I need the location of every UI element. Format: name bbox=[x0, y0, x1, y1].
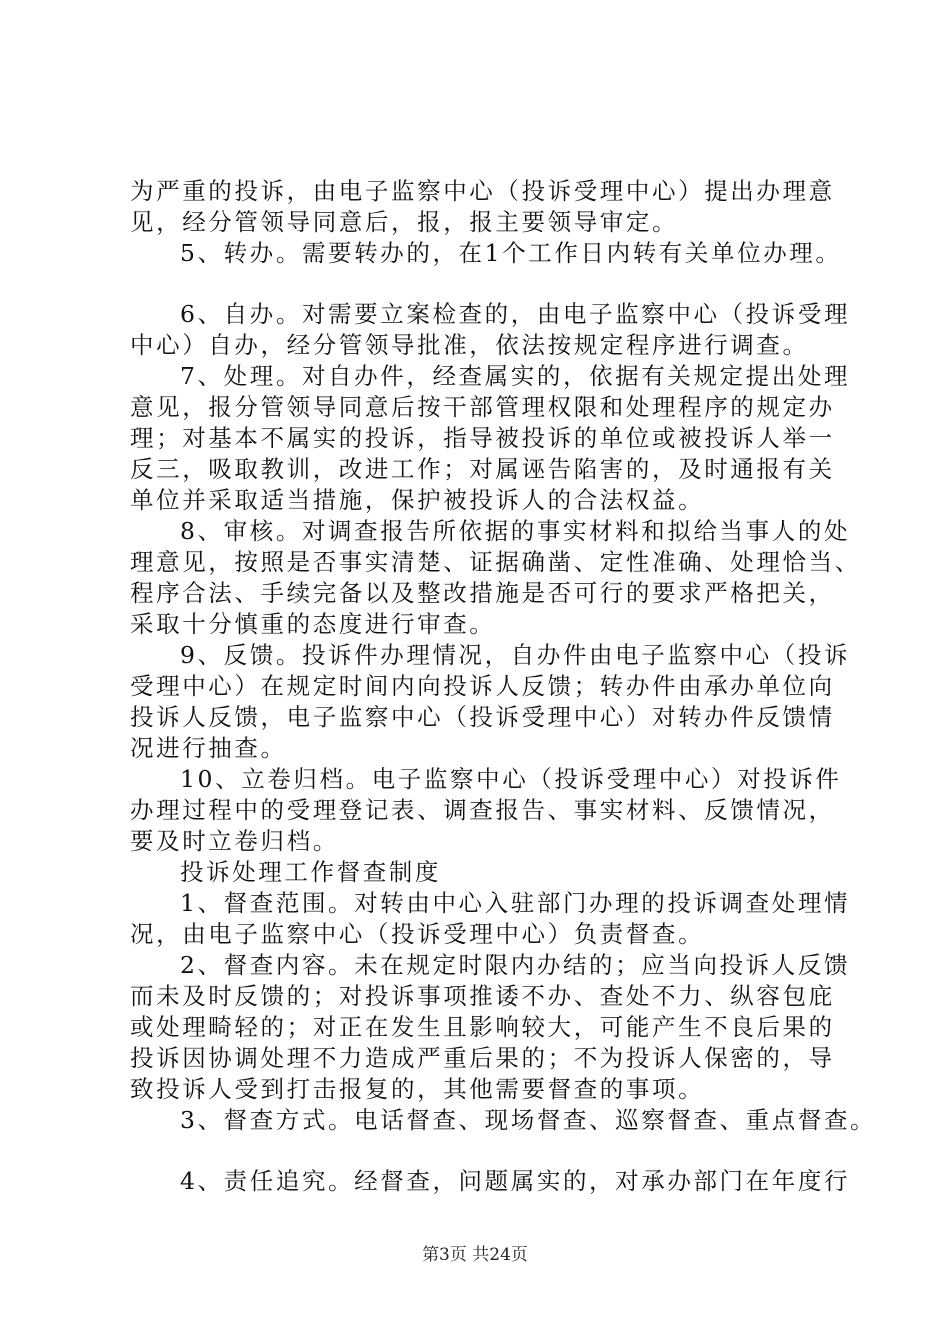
text-line: 8、审核。对调查报告所依据的事实材料和拟给当事人的处 bbox=[180, 517, 851, 545]
text-line: 而未及时反馈的；对投诉事项推诿不办、查处不力、纵容包庇 bbox=[130, 982, 835, 1010]
text-line: 理；对基本不属实的投诉，指导被投诉的单位或被投诉人举一 bbox=[130, 424, 835, 452]
document-body bbox=[130, 176, 877, 1197]
text-line: 中心）自办，经分管领导批准，依法按规定程序进行调查。 bbox=[130, 331, 809, 359]
text-line: 反三，吸取教训，改进工作；对属诬告陷害的，及时通报有关 bbox=[130, 455, 835, 483]
section-heading: 投诉处理工作督查制度 bbox=[180, 858, 441, 886]
text-line: 办理过程中的受理登记表、调查报告、事实材料、反馈情况， bbox=[130, 796, 835, 824]
text-line: 投诉因协调处理不力造成严重后果的；不为投诉人保密的，导 bbox=[130, 1044, 835, 1072]
text-line: 意见，报分管领导同意后按干部管理权限和处理程序的规定办 bbox=[130, 393, 835, 421]
text-line: 9、反馈。投诉件办理情况，自办件由电子监察中心（投诉 bbox=[180, 641, 851, 669]
text-line: 投诉人反馈，电子监察中心（投诉受理中心）对转办件反馈情 bbox=[130, 703, 835, 731]
text-line: 况进行抽查。 bbox=[130, 734, 287, 762]
text-line: 致投诉人受到打击报复的，其他需要督查的事项。 bbox=[130, 1075, 705, 1103]
paragraph-gap bbox=[130, 1136, 835, 1166]
paragraph-gap bbox=[130, 269, 835, 299]
text-line: 采取十分慎重的态度进行审查。 bbox=[130, 610, 496, 638]
text-line: 见，经分管领导同意后，报，报主要领导审定。 bbox=[130, 208, 679, 236]
text-line: 2、督查内容。未在规定时限内办结的；应当向投诉人反馈 bbox=[180, 951, 851, 979]
text-line: 5、转办。需要转办的，在1个工作日内转有关单位办理。 bbox=[180, 239, 842, 267]
text-line: 7、处理。对自办件，经查属实的，依据有关规定提出处理 bbox=[180, 362, 851, 390]
text-line: 单位并采取适当措施，保护被投诉人的合法权益。 bbox=[130, 486, 705, 514]
text-line: 或处理畸轻的；对正在发生且影响较大，可能产生不良后果的 bbox=[130, 1013, 835, 1041]
text-line: 况，由电子监察中心（投诉受理中心）负责督查。 bbox=[130, 920, 705, 948]
text-line: 要及时立卷归档。 bbox=[130, 827, 339, 855]
page-footer: 第3页 共24页 bbox=[422, 1245, 528, 1265]
text-line: 10、立卷归档。电子监察中心（投诉受理中心）对投诉件 bbox=[180, 765, 842, 793]
text-line: 4、责任追究。经督查，问题属实的，对承办部门在年度行 bbox=[180, 1167, 851, 1195]
text-line: 为严重的投诉，由电子监察中心（投诉受理中心）提出办理意 bbox=[130, 177, 835, 205]
text-line: 程序合法、手续完备以及整改措施是否可行的要求严格把关， bbox=[130, 579, 835, 607]
text-line: 理意见，按照是否事实清楚、证据确凿、定性准确、处理恰当、 bbox=[130, 548, 861, 576]
text-line: 1、督查范围。对转由中心入驻部门办理的投诉调查处理情 bbox=[180, 889, 851, 917]
text-line: 3、督查方式。电话督查、现场督查、巡察督查、重点督查。 bbox=[180, 1106, 877, 1134]
text-line: 受理中心）在规定时间内向投诉人反馈；转办件由承办单位向 bbox=[130, 672, 835, 700]
text-line: 6、自办。对需要立案检查的，由电子监察中心（投诉受理 bbox=[180, 300, 851, 328]
